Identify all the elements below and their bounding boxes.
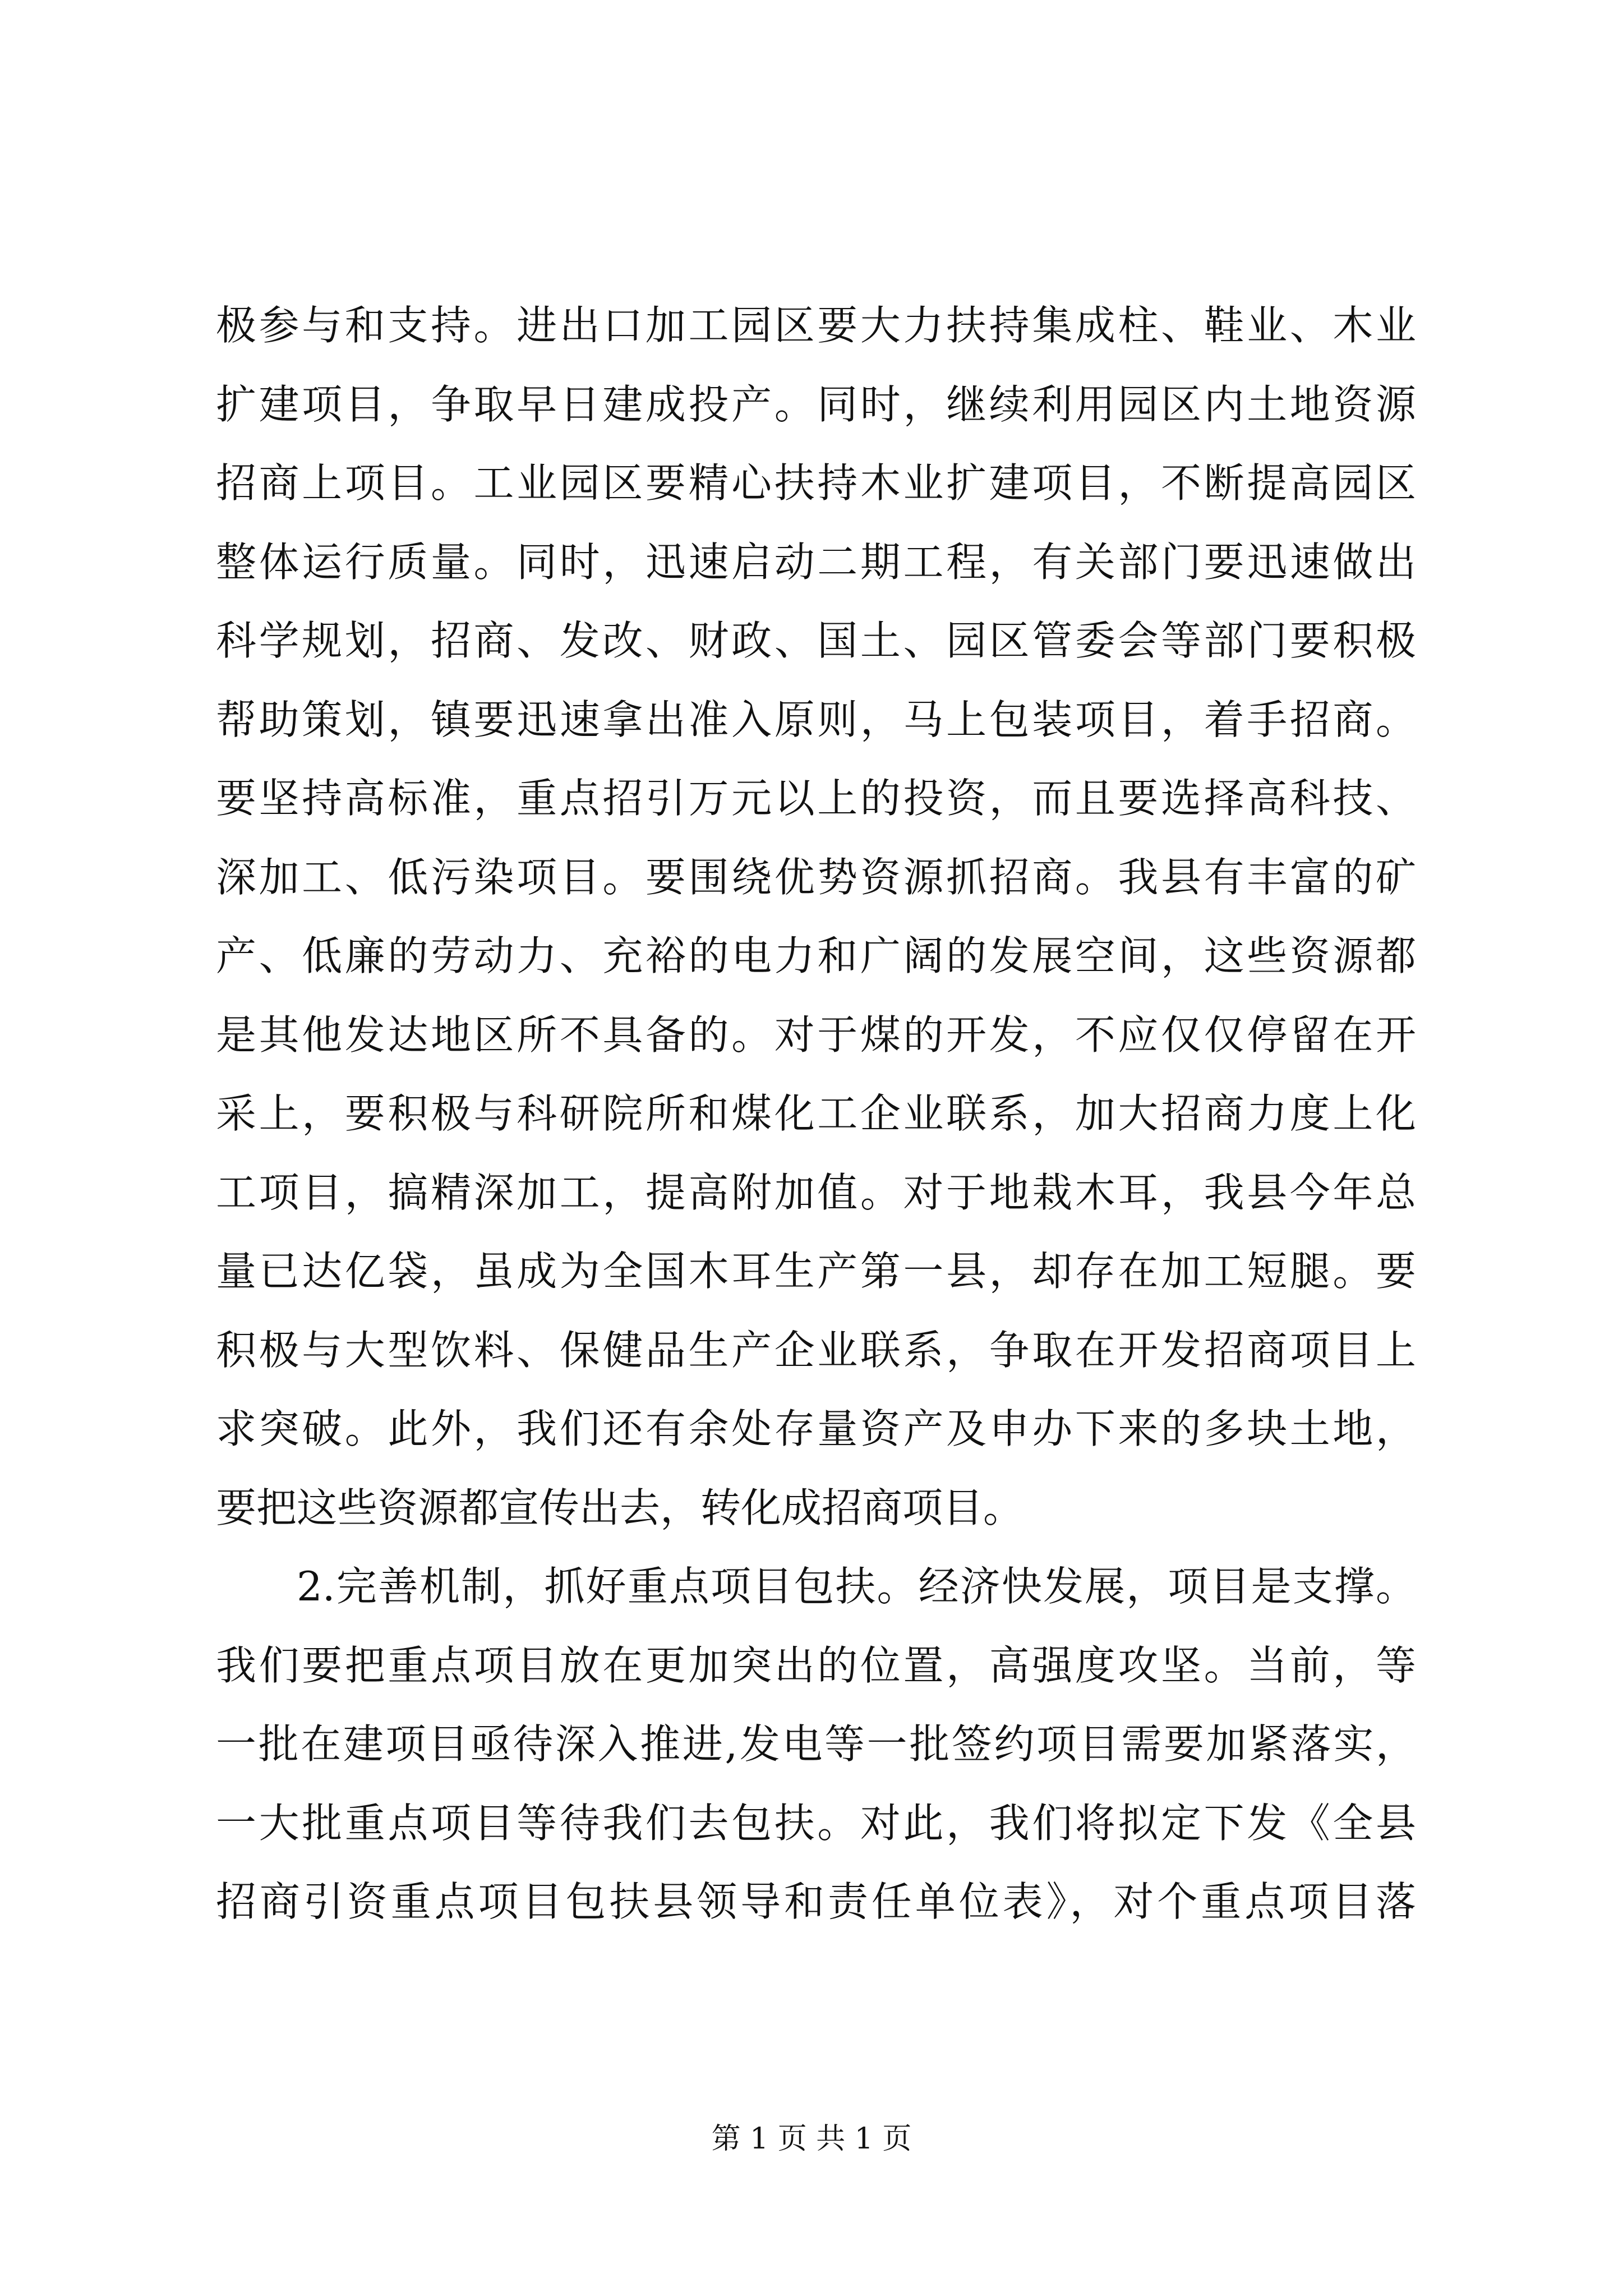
text-line: 要把这些资源都宣传出去，转化成招商项目。: [216, 1484, 1024, 1531]
text-line: 求突破。此外，我们还有余处存量资产及申办下来的多块土地，: [216, 1405, 1416, 1452]
text-line: 科学规划，招商、发改、财政、国土、园区管委会等部门要积极: [216, 617, 1416, 664]
text-line: 产、低廉的劳动力、充裕的电力和广阔的发展空间，这些资源都: [216, 932, 1416, 979]
text-line-indented: 2.完善机制，抓好重点项目包扶。经济快发展，项目是支撑。: [297, 1563, 1416, 1610]
text-line: 要坚持高标准，重点招引万元以上的投资，而且要选择高科技、: [216, 775, 1416, 822]
text-line: 一大批重点项目等待我们去包扶。对此，我们将拟定下发《全县: [216, 1799, 1416, 1847]
text-line: 工项目，搞精深加工，提高附加值。对于地栽木耳，我县今年总: [216, 1168, 1416, 1216]
text-line: 整体运行质量。同时，迅速启动二期工程，有关部门要迅速做出: [216, 538, 1416, 586]
text-line: 积极与大型饮料、保健品生产企业联系，争取在开发招商项目上: [216, 1326, 1416, 1374]
text-line: 一批在建项目亟待深入推进,发电等一批签约项目需要加紧落实，: [216, 1720, 1416, 1768]
text-line: 是其他发达地区所不具备的。对于煤的开发，不应仅仅停留在开: [216, 1011, 1416, 1059]
text-line: 极参与和支持。进出口加工园区要大力扶持集成柱、鞋业、木业: [216, 302, 1416, 349]
text-line: 量已达亿袋，虽成为全国木耳生产第一县，却存在加工短腿。要: [216, 1248, 1416, 1295]
text-line: 扩建项目，争取早日建成投产。同时，继续利用园区内土地资源: [216, 380, 1416, 428]
body-text: [216, 286, 1416, 1941]
text-line: 我们要把重点项目放在更加突出的位置，高强度攻坚。当前，等: [216, 1641, 1416, 1689]
text-line: 帮助策划，镇要迅速拿出准入原则，马上包装项目，着手招商。: [216, 696, 1416, 743]
text-line: 招商上项目。工业园区要精心扶持木业扩建项目，不断提高园区: [216, 459, 1416, 507]
text-line: 招商引资重点项目包扶县领导和责任单位表》，对个重点项目落: [216, 1878, 1416, 1925]
text-line: 深加工、低污染项目。要围绕优势资源抓招商。我县有丰富的矿: [216, 853, 1416, 901]
page-footer: 第 1 页 共 1 页: [711, 2122, 912, 2156]
text-line: 采上，要积极与科研院所和煤化工企业联系，加大招商力度上化: [216, 1090, 1416, 1137]
